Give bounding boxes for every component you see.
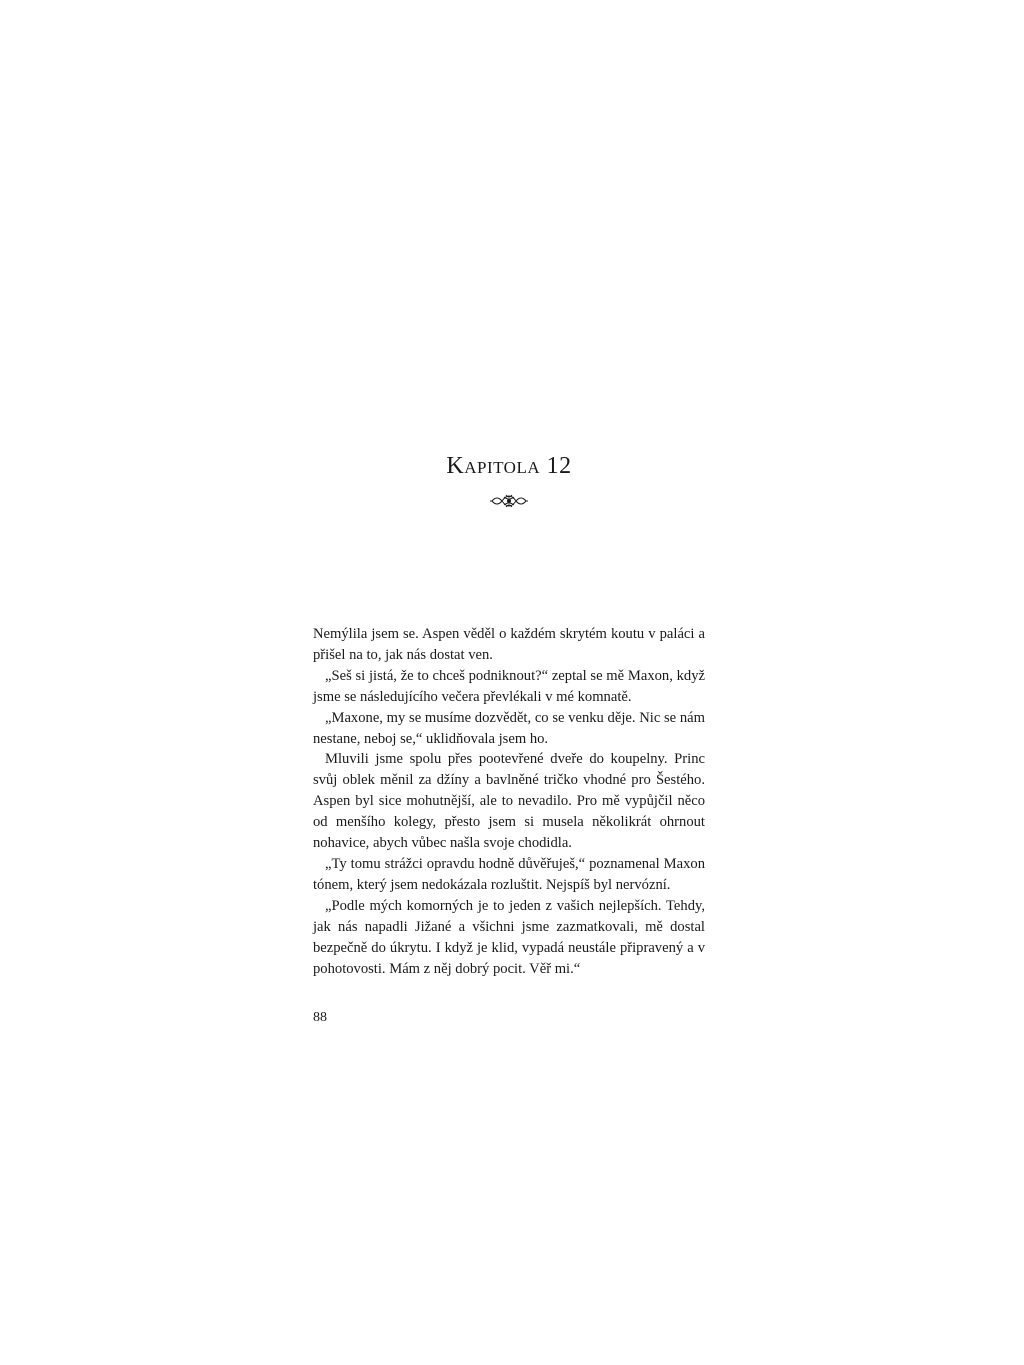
- paragraph-6: „Podle mých komorných je to jeden z vašich nejlepších. Tehdy, jak nás napadli Jižané a všichni jsme zazmatkovali, mě dostal bezpečně do úkrytu. I když je klid, vypadá neustále připravený a v pohotovosti. Mám z něj dobrý pocit. Věř mi.“: [313, 897, 705, 977]
- chapter-text: [313, 624, 705, 979]
- floral-ornament-icon: [490, 489, 528, 513]
- page-number: 88: [313, 1010, 327, 1025]
- paragraph-4: Mluvili jsme spolu přes pootevřené dveře do koupelny. Princ svůj oblek měnil za džíny a bavlněné tričko vhodné pro Šestého. Aspen byl sice mohutnější, ale to nevadilo. Pro mě vypůjčil něco od menšího kolegy, přesto jsem si musela několikrát ohrnout nohavice, abych vůbec našla svoje chodidla.: [313, 751, 705, 852]
- chapter-title: Kapitola 12: [446, 453, 572, 479]
- paragraph-1: Nemýlila jsem se. Aspen věděl o každém skrytém koutu v paláci a přišel na to, jak nás dostat ven.: [313, 626, 705, 663]
- paragraph-3: „Maxone, my se musíme dozvědět, co se venku děje. Nic se nám nestane, neboj se,“ uklidňovala jsem ho.: [313, 709, 705, 747]
- paragraph-2: „Seš si jistá, že to chceš podniknout?“ zeptal se mě Maxon, když jsme se následujícího večera převlékali v mé komnatě.: [313, 667, 705, 705]
- paragraph-5: „Ty tomu strážci opravdu hodně důvěřuješ,“ poznamenal Maxon tónem, který jsem nedokázala rozluštit. Nejspíš byl nervózní.: [313, 855, 705, 893]
